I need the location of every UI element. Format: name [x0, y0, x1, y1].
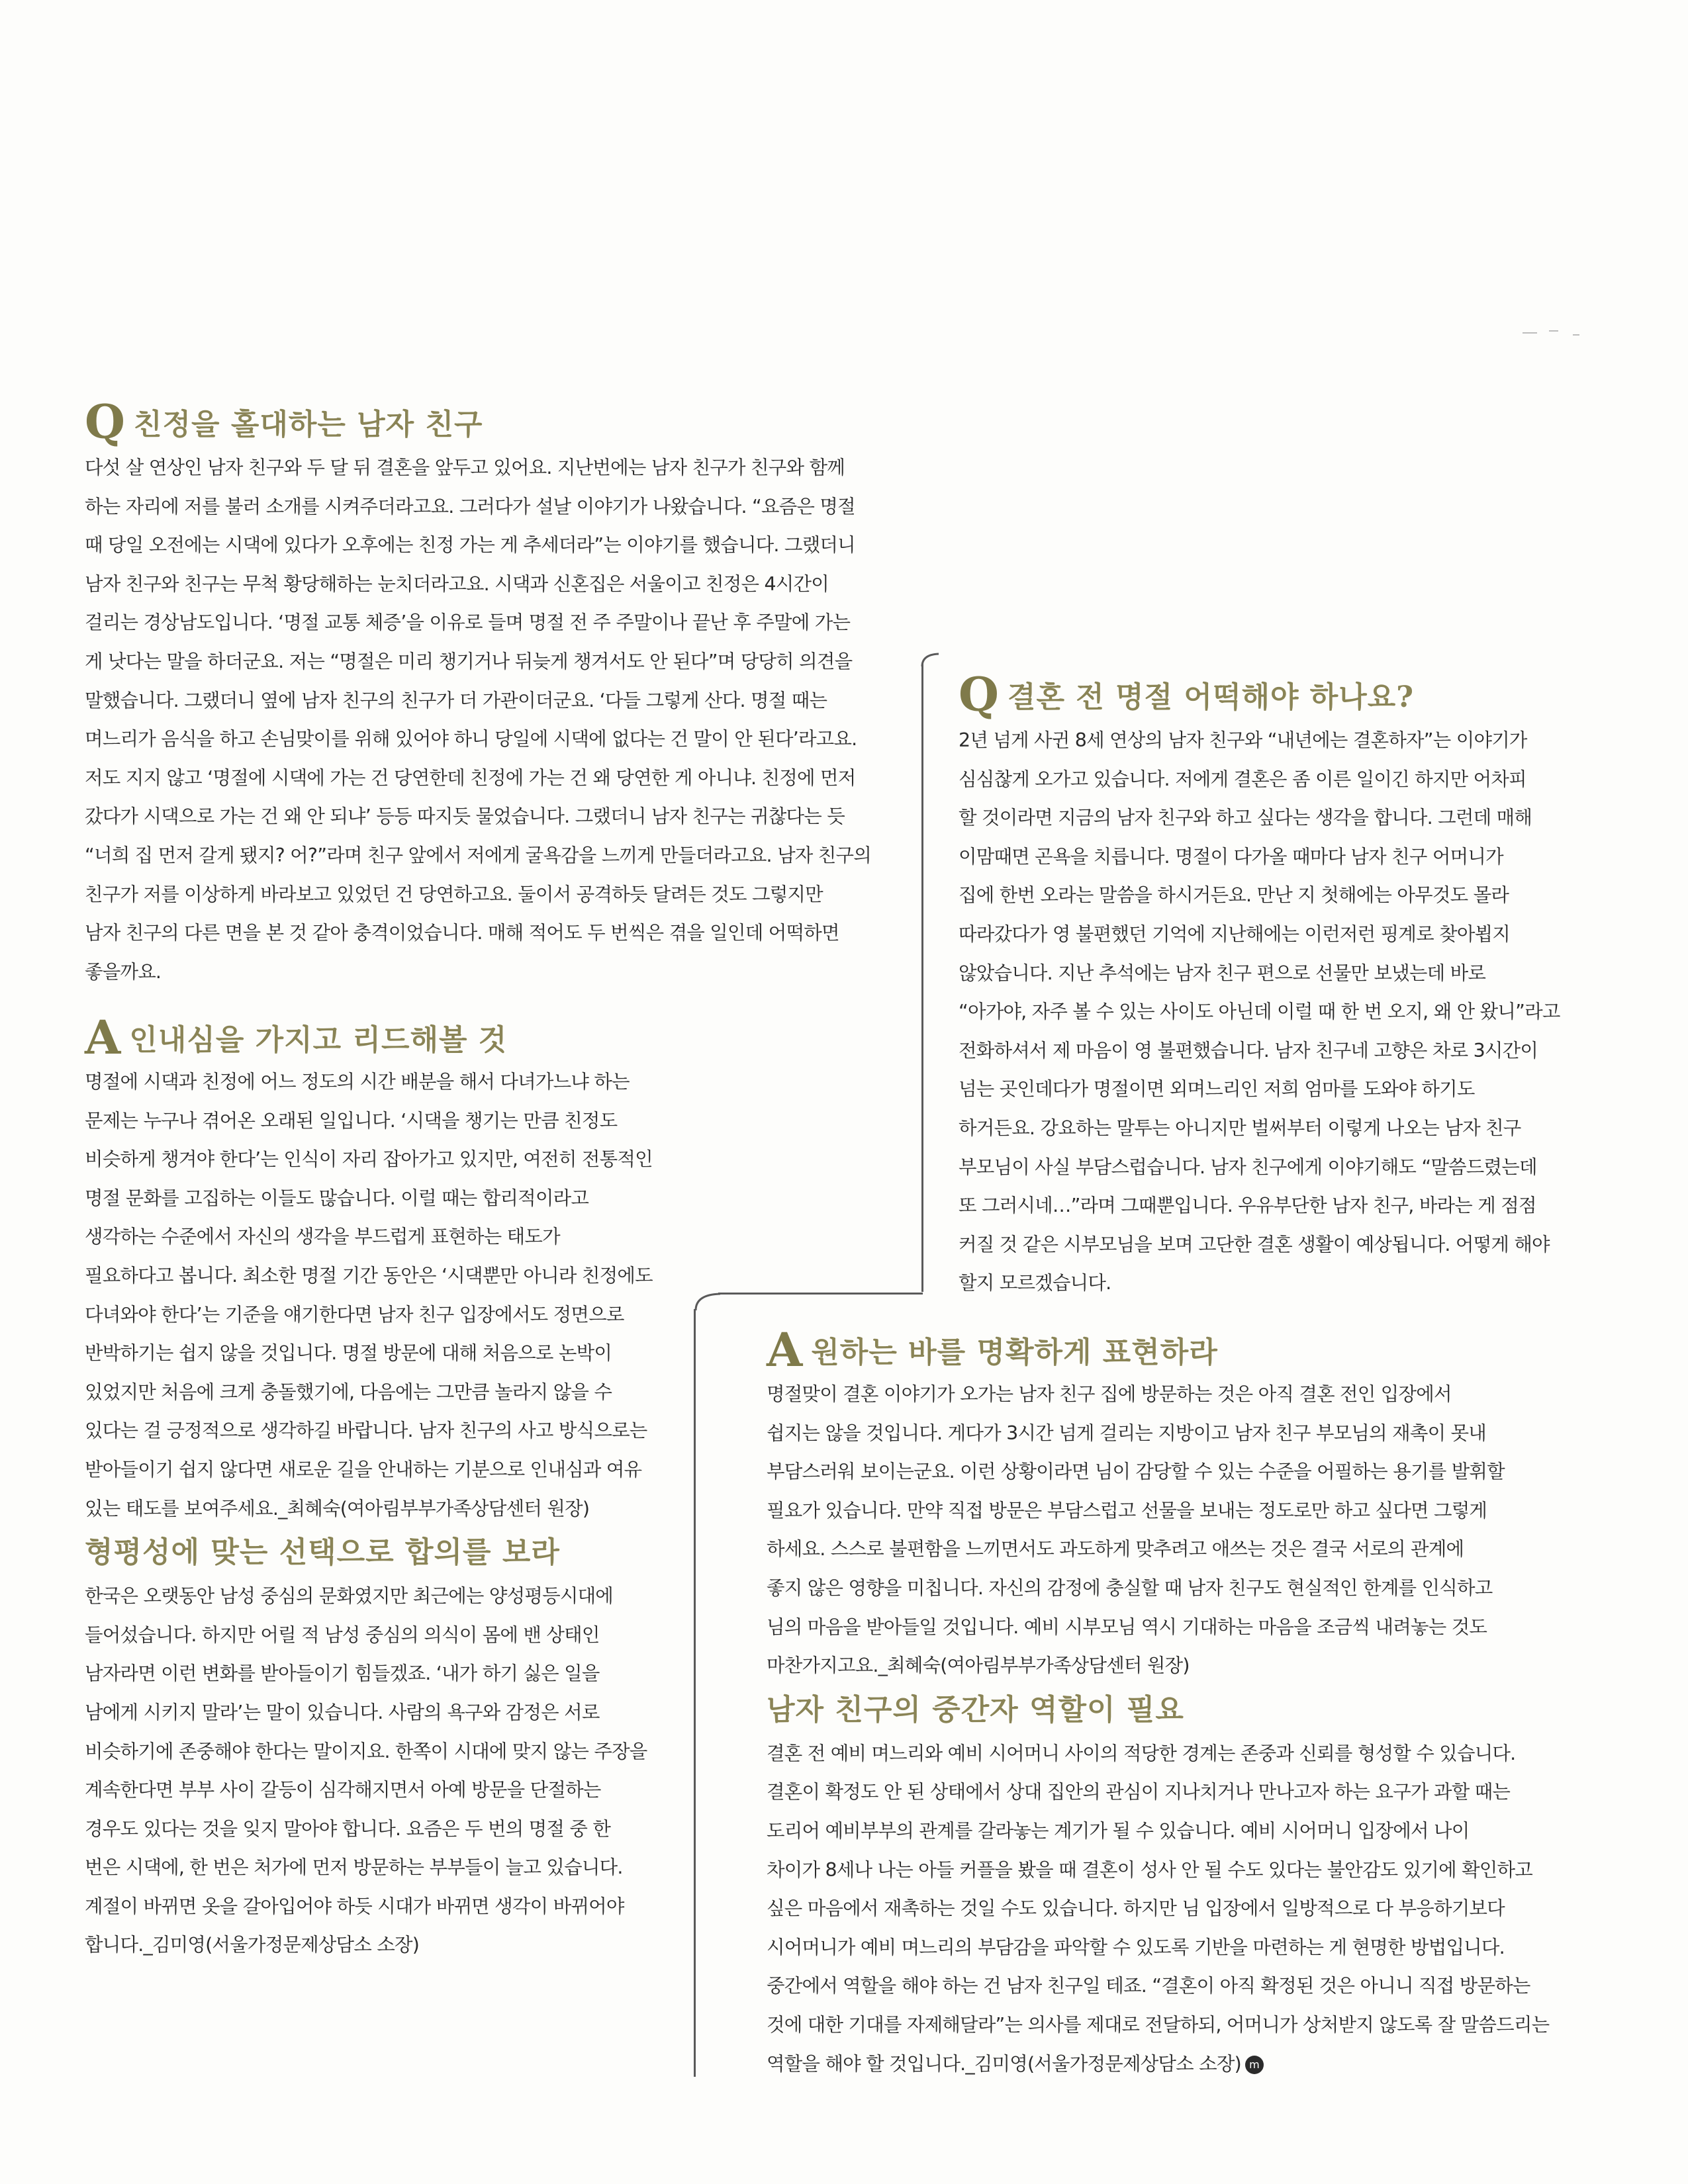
text-line: 한국은 오랫동안 남성 중심의 문화였지만 최근에는 양성평등시대에 — [85, 1585, 614, 1608]
text-line: 부모님이 사실 부담스럽습니다. 남자 친구에게 이야기해도 “말씀드렸는데 — [959, 1156, 1537, 1178]
text-line: 하거든요. 강요하는 말투는 아니지만 벌써부터 이렇게 나오는 남자 친구 — [959, 1116, 1521, 1139]
column-divider-horizontal — [718, 1293, 923, 1295]
answer-body — [767, 1375, 1607, 1686]
sub-answer-body — [85, 1577, 680, 1965]
text-line: 걸리는 경상남도입니다. ‘명절 교통 체증’을 이유로 들며 명절 전 주 주말이나 끝난 후 주말에 가는 — [85, 612, 851, 634]
text-line: 명절 문화를 고집하는 이들도 많습니다. 이럴 때는 합리적이라고 — [85, 1187, 589, 1209]
text-line: 것에 대한 기대를 자제해달라”는 의사를 제대로 전달하되, 어머니가 상처받지 않도록 잘 말씀드리는 — [767, 2013, 1550, 2036]
scan-speck — [1549, 330, 1558, 332]
text-line: 게 낫다는 말을 하더군요. 저는 “명절은 미리 챙기거나 뒤늦게 챙겨서도 안 된다”며 당당히 의견을 — [85, 650, 853, 672]
text-line: 문제는 누구나 겪어온 오래된 일입니다. ‘시댁을 챙기는 만큼 친정도 — [85, 1109, 618, 1132]
sub-heading-title: 남자 친구의 중간자 역할이 필요 — [767, 1692, 1184, 1727]
text-line: 남자라면 이런 변화를 받아들이기 힘들겠죠. ‘내가 하기 싫은 일을 — [85, 1662, 600, 1685]
answer-mark-letter: A — [767, 1322, 804, 1377]
text-line: 하세요. 스스로 불편함을 느끼면서도 과도하게 맞추려고 애쓰는 것은 결국 서로의 관계에 — [767, 1538, 1464, 1561]
text-line: 있다는 걸 긍정적으로 생각하길 바랍니다. 남자 친구의 사고 방식으로는 — [85, 1420, 647, 1442]
text-line: “아가야, 자주 볼 수 있는 사이도 아닌데 이럴 때 한 번 오지, 왜 안 왔니”라고 — [959, 1001, 1560, 1023]
text-line: 심심찮게 오가고 있습니다. 저에게 결혼은 좀 이른 일이긴 하지만 어차피 — [959, 768, 1526, 790]
text-line: 좋지 않은 영향을 미칩니다. 자신의 감정에 충실할 때 남자 친구도 현실적인 한계를 인식하고 — [767, 1576, 1493, 1599]
text-line-content: 역할을 해야 할 것입니다._김미영(서울가정문제상담소 소장) — [767, 2052, 1241, 2075]
text-line: 집에 한번 오라는 말씀을 하시거든요. 만난 지 첫해에는 아무것도 몰라 — [959, 884, 1509, 907]
text-line: 커질 것 같은 시부모님을 보며 고단한 결혼 생활이 예상됩니다. 어떻게 해야 — [959, 1233, 1550, 1255]
column-divider-upper — [921, 663, 923, 1292]
text-line: 생각하는 수준에서 자신의 생각을 부드럽게 표현하는 태도가 — [85, 1226, 560, 1248]
text-line: 받아들이기 쉽지 않다면 새로운 길을 안내하는 기분으로 인내심과 여유 — [85, 1458, 642, 1480]
text-line: 계속한다면 부부 사이 갈등이 심각해지면서 아예 방문을 단절하는 — [85, 1779, 601, 1801]
text-line: 비슷하게 챙겨야 한다’는 인식이 자리 잡아가고 있지만, 여전히 전통적인 — [85, 1148, 653, 1171]
question-mark-letter: Q — [85, 394, 126, 449]
text-line: 다녀와야 한다’는 기준을 얘기한다면 남자 친구 입장에서도 정면으로 — [85, 1303, 624, 1326]
text-line: 싶은 마음에서 재촉하는 것일 수도 있습니다. 하지만 님 입장에서 일방적으로 다 부응하기보다 — [767, 1897, 1505, 1920]
text-line: 또 그러시네…”라며 그때뿐입니다. 우유부단한 남자 친구, 바라는 게 점점 — [959, 1195, 1536, 1217]
question-mark-letter: Q — [959, 667, 1000, 722]
text-line: 좋을까요. — [85, 960, 162, 983]
text-line: 2년 넘게 사귄 8세 연상의 남자 친구와 “내년에는 결혼하자”는 이야기가 — [959, 729, 1527, 751]
right-question-block — [959, 667, 1607, 1303]
left-question-block — [85, 394, 906, 991]
text-line — [767, 2045, 1607, 2084]
text-line: 합니다._김미영(서울가정문제상담소 소장) — [85, 1934, 420, 1956]
text-line: 남자 친구와 친구는 무척 황당해하는 눈치더라고요. 시댁과 신혼집은 서울이고 친정은 4시간이 — [85, 572, 829, 595]
text-line: 때 당일 오전에는 시댁에 있다가 오후에는 친정 가는 게 추세더라”는 이야기를 했습니다. 그랬더니 — [85, 534, 855, 557]
text-line: 하는 자리에 저를 불러 소개를 시켜주더라고요. 그러다가 설날 이야기가 나왔습니다. “요즘은 명절 — [85, 495, 855, 518]
answer-body — [85, 1063, 680, 1528]
text-line: 넘는 곳인데다가 명절이면 외며느리인 저희 엄마를 도와야 하기도 — [959, 1078, 1475, 1101]
text-line: 경우도 있다는 것을 잊지 말아야 합니다. 요즘은 두 번의 명절 중 한 — [85, 1817, 611, 1840]
text-line: 저도 지지 않고 ‘명절에 시댁에 가는 건 당연한데 친정에 가는 건 왜 당연한 게 아니냐. 친정에 먼저 — [85, 766, 856, 789]
answer-heading — [85, 1010, 680, 1065]
question-title: 친정을 홀대하는 남자 친구 — [133, 408, 483, 441]
text-line: 않았습니다. 지난 추석에는 남자 친구 편으로 선물만 보냈는데 바로 — [959, 962, 1486, 984]
text-line: 마찬가지고요._최혜숙(여아림부부가족상담센터 원장) — [767, 1655, 1190, 1677]
text-line: 남자 친구의 다른 면을 본 것 같아 충격이었습니다. 매해 적어도 두 번씩은 겪을 일인데 어떡하면 — [85, 922, 839, 944]
answer-title: 인내심을 가지고 리드해볼 것 — [129, 1023, 508, 1057]
text-line: 친구가 저를 이상하게 바라보고 있었던 건 당연하고요. 둘이서 공격하듯 달려든 것도 그렇지만 — [85, 883, 823, 905]
text-line: 이맘때면 곤욕을 치릅니다. 명절이 다가올 때마다 남자 친구 어머니가 — [959, 845, 1503, 868]
question-heading — [959, 667, 1607, 722]
question-title: 결혼 전 명절 어떡해야 하나요? — [1007, 680, 1415, 714]
text-line: 번은 시댁에, 한 번은 처가에 먼저 방문하는 부부들이 늘고 있습니다. — [85, 1856, 623, 1879]
text-line: 명절에 시댁과 친정에 어느 정도의 시간 배분을 해서 다녀가느냐 하는 — [85, 1071, 630, 1093]
right-answer-block — [767, 1322, 1607, 2083]
question-heading — [85, 394, 906, 449]
scan-speck — [1523, 332, 1537, 334]
text-line: 도리어 예비부부의 관계를 갈라놓는 계기가 될 수 있습니다. 예비 시어머니 입장에서 나이 — [767, 1819, 1470, 1842]
answer-title: 원하는 바를 명확하게 표현하라 — [811, 1336, 1218, 1369]
text-line: 갔다가 시댁으로 가는 건 왜 안 되냐’ 등등 따지듯 물었습니다. 그랬더니 남자 친구는 귀찮다는 듯 — [85, 805, 845, 828]
divider-curve-lower — [694, 1292, 727, 1312]
sub-heading-title: 형평성에 맞는 선택으로 합의를 보라 — [85, 1535, 560, 1570]
question-body — [959, 721, 1607, 1303]
text-line: 반박하기는 쉽지 않을 것입니다. 명절 방문에 대해 처음으로 논박이 — [85, 1342, 612, 1365]
divider-curve-upper — [920, 652, 947, 668]
text-line: 결혼 전 예비 며느리와 예비 시어머니 사이의 적당한 경계는 존중과 신뢰를 형성할 수 있습니다. — [767, 1742, 1516, 1764]
text-line: 차이가 8세나 나는 아들 커플을 봤을 때 결혼이 성사 안 될 수도 있다는 불안감도 있기에 확인하고 — [767, 1858, 1533, 1881]
answer-mark-letter: A — [85, 1010, 122, 1065]
text-line: 있는 태도를 보여주세요._최혜숙(여아림부부가족상담센터 원장) — [85, 1497, 590, 1520]
text-line: 할 것이라면 지금의 남자 친구와 하고 싶다는 생각을 합니다. 그런데 매해 — [959, 807, 1532, 829]
text-line: 시어머니가 예비 며느리의 부담감을 파악할 수 있도록 기반을 마련하는 게 현명한 방법입니다. — [767, 1936, 1505, 1958]
text-line: 있었지만 처음에 크게 충돌했기에, 다음에는 그만큼 놀라지 않을 수 — [85, 1381, 612, 1403]
text-line: 명절맞이 결혼 이야기가 오가는 남자 친구 집에 방문하는 것은 아직 결혼 전인 입장에서 — [767, 1383, 1452, 1405]
text-line: 결혼이 확정도 안 된 상태에서 상대 집안의 관심이 지나치거나 만나고자 하는 요구가 과할 때는 — [767, 1781, 1511, 1803]
text-line: 남에게 시키지 말라’는 말이 있습니다. 사람의 욕구와 감정은 서로 — [85, 1701, 600, 1723]
text-line: 필요가 있습니다. 만약 직접 방문은 부담스럽고 선물을 보내는 정도로만 하고 싶다면 그렇게 — [767, 1499, 1487, 1522]
question-body — [85, 449, 906, 991]
text-line: 들어섰습니다. 하지만 어릴 적 남성 중심의 의식이 몸에 밴 상태인 — [85, 1623, 600, 1646]
text-line: 쉽지는 않을 것입니다. 게다가 3시간 넘게 걸리는 지방이고 남자 친구 부모님의 재촉이 못내 — [767, 1422, 1487, 1444]
left-answer-block — [85, 1010, 680, 1965]
text-line: 부담스러워 보이는군요. 이런 상황이라면 님이 감당할 수 있는 수준을 어필하는 용기를 발휘할 — [767, 1461, 1505, 1483]
text-line: 할지 모르겠습니다. — [959, 1272, 1111, 1295]
text-line: 며느리가 음식을 하고 손님맞이를 위해 있어야 하니 당일에 시댁에 없다는 건 말이 안 된다’라고요. — [85, 728, 857, 751]
text-line: “너희 집 먼저 갈게 됐지? 어?”라며 친구 앞에서 저에게 굴욕감을 느끼게 만들더라고요. 남자 친구의 — [85, 844, 871, 866]
column-divider-lower — [694, 1309, 696, 2077]
text-line: 중간에서 역할을 해야 하는 건 남자 친구일 테죠. “결혼이 아직 확정된 것은 아니니 직접 방문하는 — [767, 1975, 1530, 1997]
text-line: 필요하다고 봅니다. 최소한 명절 기간 동안은 ‘시댁뿐만 아니라 친정에도 — [85, 1264, 653, 1287]
text-line: 계절이 바뀌면 옷을 갈아입어야 하듯 시대가 바뀌면 생각이 바뀌어야 — [85, 1895, 624, 1917]
text-line: 님의 마음을 받아들일 것입니다. 예비 시부모님 역시 기대하는 마음을 조금씩 내려놓는 것도 — [767, 1615, 1487, 1638]
article-end-mark: m — [1245, 2056, 1264, 2074]
text-line: 전화하셔서 제 마음이 영 불편했습니다. 남자 친구네 고향은 차로 3시간이 — [959, 1039, 1538, 1062]
text-line: 다섯 살 연상인 남자 친구와 두 달 뒤 결혼을 앞두고 있어요. 지난번에는 남자 친구가 친구와 함께 — [85, 457, 845, 478]
scan-speck — [1573, 334, 1579, 336]
sub-answer-body — [767, 1735, 1607, 2083]
text-line: 비슷하기에 존중해야 한다는 말이지요. 한쪽이 시대에 맞지 않는 주장을 — [85, 1740, 647, 1762]
text-line: 따라갔다가 영 불편했던 기억에 지난해에는 이런저런 핑계로 찾아뵙지 — [959, 923, 1511, 945]
answer-heading — [767, 1322, 1607, 1377]
text-line: 말했습니다. 그랬더니 옆에 남자 친구의 친구가 더 가관이더군요. ‘다들 그렇게 산다. 명절 때는 — [85, 689, 827, 711]
